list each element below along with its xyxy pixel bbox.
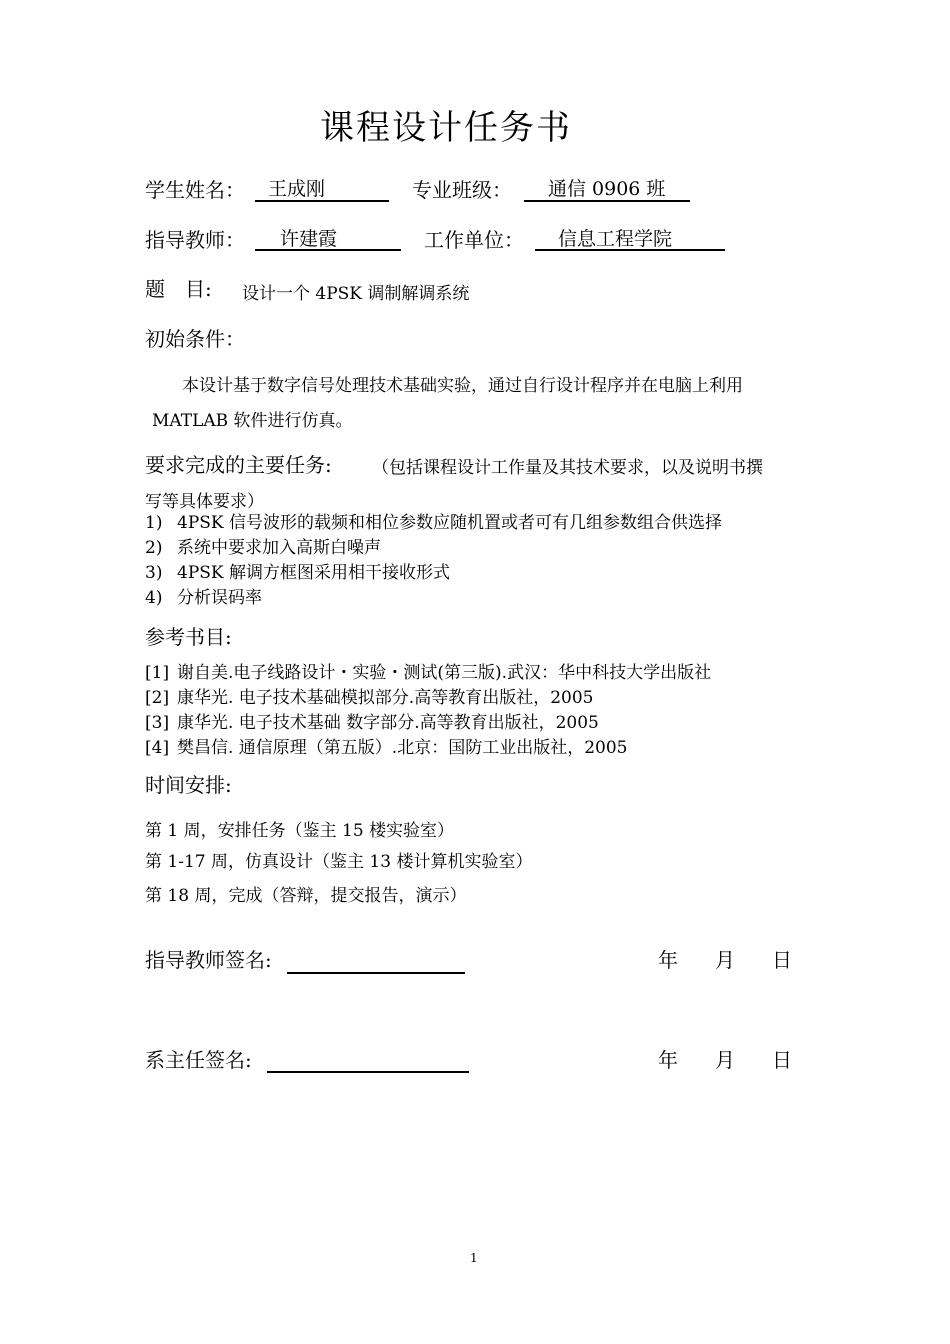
reference-item xyxy=(145,711,711,736)
reference-text: 康华光. 电子技术基础 数字部分.高等教育出版社，2005 xyxy=(177,713,599,733)
reference-number: [2] xyxy=(145,688,170,708)
student-name-value: 王成刚 xyxy=(268,178,326,200)
list-item xyxy=(145,511,722,536)
reference-item xyxy=(145,686,711,711)
reference-item xyxy=(145,736,711,761)
list-item-number: 1) xyxy=(145,513,163,533)
topic-value: 设计一个 4PSK 调制解调系统 xyxy=(242,284,470,304)
schedule-label: 时间安排: xyxy=(145,773,232,797)
unit-value: 信息工程学院 xyxy=(558,228,673,250)
requirements-note-1: （包括课程设计工作量及其技术要求，以及说明书撰 xyxy=(372,458,763,478)
list-item xyxy=(145,536,722,561)
list-item-number: 4) xyxy=(145,588,163,608)
unit-underline xyxy=(535,249,725,251)
reference-number: [3] xyxy=(145,713,170,733)
list-item-text: 系统中要求加入高斯白噪声 xyxy=(177,538,381,558)
topic-label: 题 目: xyxy=(145,277,212,301)
reference-list xyxy=(145,661,711,761)
advisor-date-day: 日 xyxy=(772,948,792,972)
reference-item xyxy=(145,661,711,686)
initial-conditions-text-2: MATLAB 软件进行仿真。 xyxy=(152,411,353,431)
advisor-signature-label: 指导教师签名: xyxy=(145,948,272,972)
page-number: 1 xyxy=(470,1251,478,1265)
advisor-label: 指导教师： xyxy=(145,228,245,252)
list-item xyxy=(145,586,722,611)
advisor-date-year: 年 xyxy=(658,948,678,972)
class-label: 专业班级： xyxy=(412,178,512,202)
reference-text: 樊昌信. 通信原理（第五版）.北京：国防工业出版社，2005 xyxy=(177,738,628,758)
reference-text: 康华光. 电子技术基础模拟部分.高等教育出版社，2005 xyxy=(177,688,594,708)
reference-number: [4] xyxy=(145,738,170,758)
advisor-signature-line xyxy=(287,972,465,974)
reference-text: 谢自美.电子线路设计・实验・测试(第三版).武汉：华中科技大学出版社 xyxy=(177,663,712,683)
class-underline xyxy=(524,200,690,202)
initial-conditions-label: 初始条件： xyxy=(145,327,245,351)
initial-conditions-text-1: 本设计基于数字信号处理技术基础实验，通过自行设计程序并在电脑上利用 xyxy=(182,376,743,396)
dept-date-day: 日 xyxy=(772,1048,792,1072)
list-item-text: 4PSK 解调方框图采用相干接收形式 xyxy=(177,563,451,583)
page-title: 课程设计任务书 xyxy=(320,108,572,148)
list-item-number: 2) xyxy=(145,538,163,558)
student-name-label: 学生姓名： xyxy=(145,178,245,202)
list-item-number: 3) xyxy=(145,563,163,583)
references-label: 参考书目: xyxy=(145,625,232,649)
schedule-item: 第 1-17 周，仿真设计（鉴主 13 楼计算机实验室） xyxy=(145,852,533,872)
advisor-date-month: 月 xyxy=(715,948,735,972)
schedule-item: 第 1 周，安排任务（鉴主 15 楼实验室） xyxy=(145,821,455,841)
dept-head-signature-label: 系主任签名: xyxy=(145,1048,252,1072)
reference-number: [1] xyxy=(145,663,170,683)
dept-date-month: 月 xyxy=(715,1048,735,1072)
student-name-underline xyxy=(255,200,389,202)
advisor-underline xyxy=(255,249,401,251)
unit-label: 工作单位： xyxy=(424,228,524,252)
requirements-note-2: 写等具体要求） xyxy=(145,492,264,512)
requirements-label: 要求完成的主要任务: xyxy=(145,453,332,477)
dept-head-signature-line xyxy=(267,1071,469,1073)
advisor-value: 许建霞 xyxy=(280,228,338,250)
class-value: 通信 0906 班 xyxy=(548,178,666,200)
task-list xyxy=(145,511,722,611)
list-item-text: 4PSK 信号波形的载频和相位参数应随机置或者可有几组参数组合供选择 xyxy=(177,513,723,533)
list-item-text: 分析误码率 xyxy=(177,588,262,608)
schedule-item: 第 18 周，完成（答辩，提交报告，演示） xyxy=(145,886,467,906)
dept-date-year: 年 xyxy=(658,1048,678,1072)
list-item xyxy=(145,561,722,586)
